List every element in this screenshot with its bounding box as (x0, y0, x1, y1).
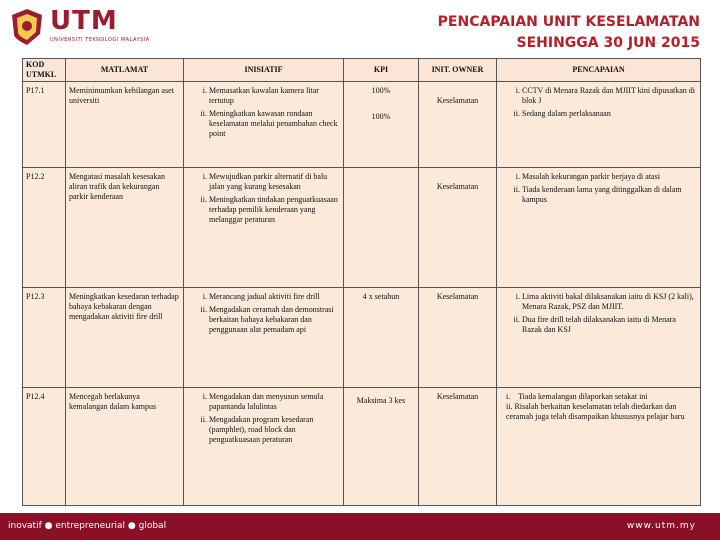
cell-kpi (344, 288, 419, 388)
cell-matlamat: Meminimumkan kehilangan aset universiti (66, 82, 184, 168)
table-row (23, 388, 701, 506)
pencapaian-item: i. Lima aktiviti bakal dilaksanakan iaitu di KSJ (2 kali), Menara Razak, PSZ dan MJIIT. (522, 292, 697, 312)
utm-logo (10, 6, 150, 48)
kpi-value: Maksima 3 kes (356, 396, 406, 405)
header-owner: INIT. OWNER (419, 59, 497, 82)
cell-pencapaian (497, 288, 701, 388)
inisiatif-item: ii. Meningkatkan kawasan rondaan keselamatan melalui penambahan check point (209, 109, 340, 139)
kpi-value: 100% (371, 86, 391, 95)
logo-text: UTM (50, 6, 118, 36)
cell-owner (419, 388, 497, 506)
cell-pencapaian (497, 82, 701, 168)
cell-kpi (344, 82, 419, 168)
pencapaian-item: ii. Dua fire drill telah dilaksanakan iaitu di Menara Razak dan KSJ (522, 315, 697, 335)
inisiatif-item: ii. Meningkatkan tindakan penguatkuasaan terhadap pemilik kenderaan yang melanggar peraturan (209, 195, 340, 225)
pencapaian-item: ii. Risalah berkaitan keselamatan telah diedarkan dan ceramah juga telah disampaikan khususnya pelajar baru (506, 402, 685, 421)
cell-kpi (344, 388, 419, 506)
utm-crest-icon (10, 8, 44, 46)
inisiatif-item: i. Merancang jadual aktiviti fire drill (209, 292, 340, 302)
cell-kod: P12.3 (23, 288, 66, 388)
cell-matlamat: Mencegah berlakunya kemalangan dalam kampus (66, 388, 184, 506)
header-inisiatif: INISIATIF (184, 59, 344, 82)
cell-owner (419, 288, 497, 388)
inisiatif-item: ii. Mengadakan ceramah dan demonstrasi berkaitan bahaya kebakaran dan penggunaan alat pemadam api (209, 305, 340, 335)
table-row (23, 288, 701, 388)
cell-matlamat: Meningkatkan kesedaran terhadap bahaya kebakaran dengan mengadakan aktiviti fire drill (66, 288, 184, 388)
inisiatif-item: i. Memasatkan kawalan kamera litar tertutup (209, 86, 340, 106)
cell-kod: P17.1 (23, 82, 66, 168)
header-matlamat: MATLAMAT (66, 59, 184, 82)
cell-pencapaian (497, 168, 701, 288)
owner-value: Keselamatan (436, 392, 479, 401)
footer-url[interactable]: www.utm.my (626, 521, 696, 531)
cell-inisiatif (184, 82, 344, 168)
header-kod: KOD UTMKL (23, 59, 66, 82)
pencapaian-item: ii. Sedang dalam perlaksanaan (522, 109, 697, 119)
page-title (438, 12, 700, 54)
inisiatif-item: i. Mengadakan dan menyusun semula papantanda lalulintas (209, 392, 340, 412)
pencapaian-item: i. Masalah kekurangan parkir berjaya di atasi (522, 172, 697, 182)
header-kpi: KPI (344, 59, 419, 82)
cell-kod: P12.2 (23, 168, 66, 288)
cell-kod: P12.4 (23, 388, 66, 506)
pencapaian-item: ii. Tiada kenderaan lama yang ditinggalkan di dalam kampus (522, 185, 697, 205)
footer-tagline: inovatif ● entrepreneurial ● global (8, 521, 167, 531)
owner-value: Keselamatan (436, 292, 479, 301)
pencapaian-item: i. Tiada kemalangan dilaporkan setakat ini (506, 392, 648, 401)
cell-owner (419, 82, 497, 168)
table-row (23, 168, 701, 288)
owner-value: Keselamatan (436, 96, 479, 105)
cell-pencapaian (497, 388, 701, 506)
title-line-1: PENCAPAIAN UNIT KESELAMATAN (437, 14, 700, 30)
cell-inisiatif (184, 168, 344, 288)
title-line-2: SEHINGGA 30 JUN 2015 (516, 35, 700, 51)
kpi-value: 100% (371, 112, 391, 121)
inisiatif-item: i. Mewujudkan parkir alternatif di balu jalan yang kurang kesesakan (209, 172, 340, 192)
cell-inisiatif (184, 288, 344, 388)
cell-matlamat: Mengatasi masalah kesesakan aliran trafik dan kekurangan parkir kenderaan (66, 168, 184, 288)
header-pencapaian: PENCAPAIAN (497, 59, 701, 82)
owner-value: Keselamatan (436, 182, 479, 191)
cell-inisiatif (184, 388, 344, 506)
pencapaian-item: i. CCTV di Menara Razak dan MJIIT kini dipusatkan di blok J (522, 86, 697, 106)
achievement-table (22, 58, 701, 506)
inisiatif-item: ii. Mengadakan program kesedaran (pamphlet), road block dan penguatkuasaan peraturan (209, 415, 340, 445)
table-header-row (23, 59, 701, 82)
logo-subtitle: UNIVERSITI TEKNOLOGI MALAYSIA (50, 37, 150, 43)
cell-kpi (344, 168, 419, 288)
kpi-value: 4 x setahun (362, 292, 400, 301)
table-row (23, 82, 701, 168)
footer-bar (0, 513, 720, 540)
cell-owner (419, 168, 497, 288)
